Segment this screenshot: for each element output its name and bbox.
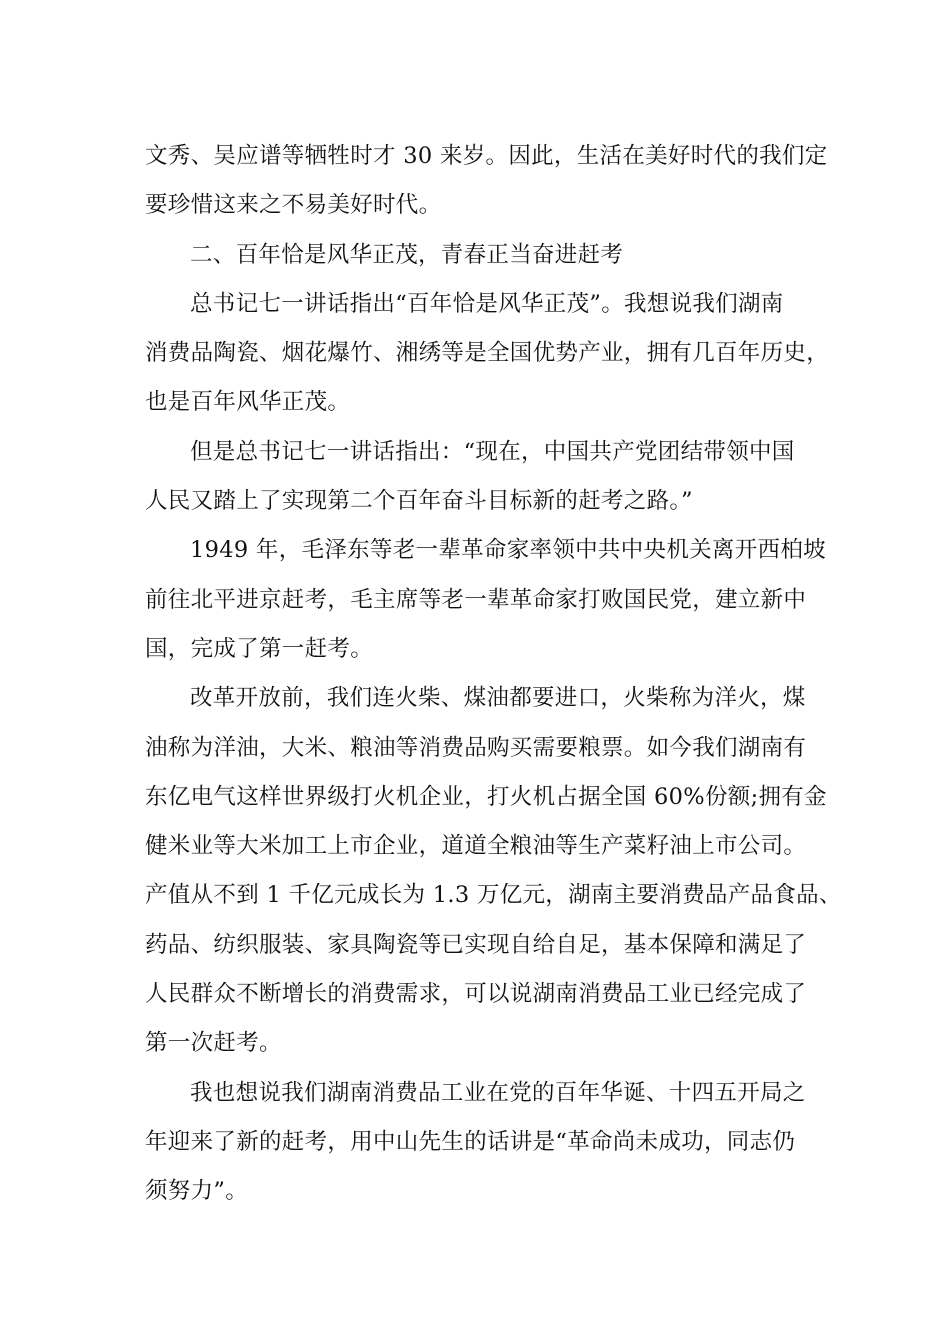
text-line: 文秀、吴应谱等牺牲时才 30 来岁。因此，生活在美好时代的我们定: [145, 143, 828, 169]
text-line: 第一次赶考。: [145, 1030, 282, 1057]
paragraph: [145, 1069, 835, 1217]
text-line: 也是百年风华正茂。: [145, 389, 351, 416]
text-line: 健米业等大米加工上市企业，道道全粮油等生产菜籽油上市公司。: [145, 833, 807, 860]
paragraph: [145, 428, 835, 527]
section-heading: [145, 231, 835, 280]
text-line: 产值从不到 1 千亿元成长为 1.3 万亿元，湖南主要消费品产品食品、: [145, 882, 842, 909]
text-line: 须努力”。: [145, 1178, 249, 1205]
text-line: 1949 年，毛泽东等老一辈革命家率领中共中央机关离开西柏坡: [190, 537, 826, 564]
text-line: 二、百年恰是风华正茂，青春正当奋进赶考: [190, 241, 624, 268]
text-line: 东亿电气这样世界级打火机企业，打火机占据全国 60%份额;拥有金: [145, 783, 827, 810]
text-line: 消费品陶瓷、烟花爆竹、湘绣等是全国优势产业，拥有几百年历史，: [145, 340, 830, 367]
paragraph-continued: [145, 132, 835, 231]
text-line: 年迎来了新的赶考，用中山先生的话讲是“革命尚未成功，同志仍: [145, 1128, 796, 1155]
text-line: 总书记七一讲话指出“百年恰是风华正茂”。我想说我们湖南: [190, 290, 784, 317]
text-line: 油称为洋油，大米、粮油等消费品购买需要粮票。如今我们湖南有: [145, 734, 807, 761]
text-line: 但是总书记七一讲话指出：“现在，中国共产党团结带领中国: [190, 438, 795, 465]
text-line: 人民群众不断增长的消费需求，可以说湖南消费品工业已经完成了: [145, 981, 807, 1008]
paragraph: [145, 280, 835, 428]
text-line: 药品、纺织服装、家具陶瓷等已实现自给自足，基本保障和满足了: [145, 931, 807, 958]
paragraph: [145, 674, 842, 1068]
text-line: 改革开放前，我们连火柴、煤油都要进口，火柴称为洋火，煤: [190, 685, 806, 712]
text-line: 要珍惜这来之不易美好时代。: [145, 192, 442, 219]
text-line: 人民又踏上了实现第二个百年奋斗目标新的赶考之路。”: [145, 488, 693, 515]
text-line: 前往北平进京赶考，毛主席等老一辈革命家打败国民党，建立新中: [145, 586, 807, 613]
paragraph: [145, 526, 835, 674]
document-body: [145, 132, 842, 1217]
text-line: 我也想说我们湖南消费品工业在党的百年华诞、十四五开局之: [190, 1079, 806, 1106]
text-line: 国，完成了第一赶考。: [145, 635, 374, 662]
